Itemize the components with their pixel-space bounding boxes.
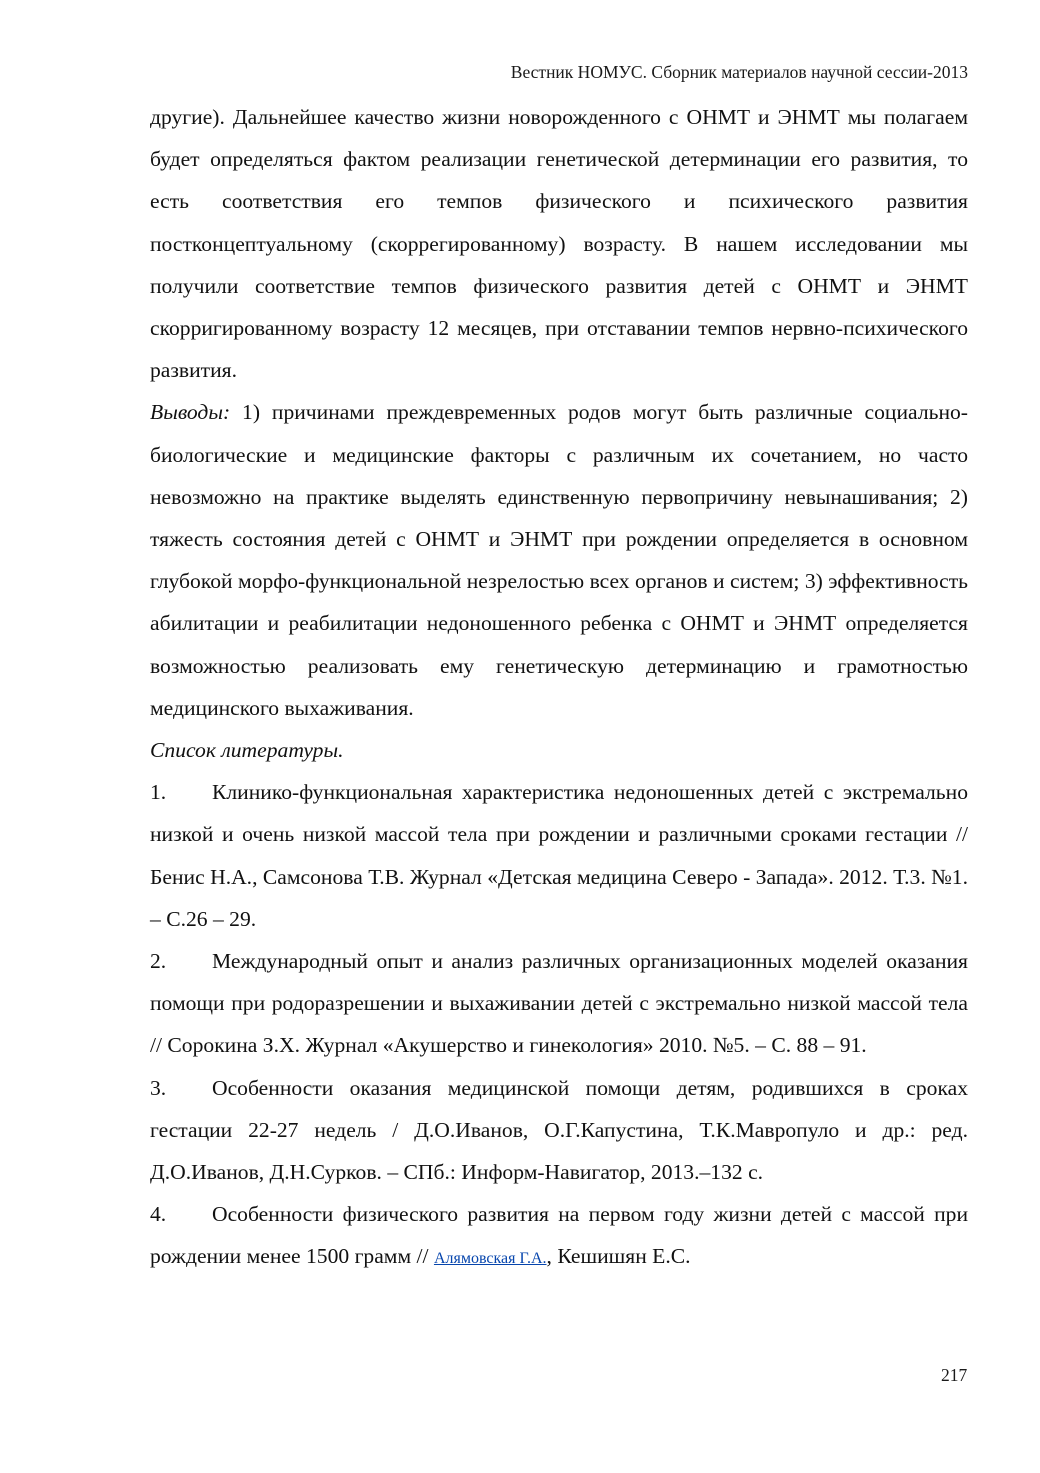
reference-item — [150, 771, 968, 940]
page-number: 217 — [941, 1365, 968, 1385]
author-link[interactable]: Алямовская Г.А. — [433, 1250, 547, 1268]
reference-number: 2. — [150, 949, 167, 974]
reference-number: 1. — [150, 780, 167, 805]
reference-text: Особенности оказания медицинской помощи детям, родившихся в сроках гестации 22-27 недель / Д.О.Иванов, О.Г.Капустина, Т.К.Мавропуло и др.: ред. Д.О.Иванов, Д.Н.Сурков. – СПб.: Информ-Навигатор, 2013.–132 с. — [150, 1075, 968, 1185]
reference-number: 3. — [150, 1075, 167, 1100]
conclusions-text: 1) причинами преждевременных родов могут быть различные социально-биологические и медицинские факторы с различным их сочетанием, но часто невозможно на практике выделять единственную первопричину невынашивания; 2) тяжесть состояния детей с ОНМТ и ЭНМТ при рождении определяется в основном глубокой морфо-функциональной незрелостью всех органов и систем; 3) эффективность абилитации и реабилитации недоношенного ребенка с ОНМТ и ЭНМТ определяется возможностью реализовать ему генетическую детерминацию и грамотностью медицинского выхаживания. — [150, 400, 968, 720]
article-body — [150, 96, 968, 1281]
reference-text: Особенности физического развития на первом году жизни детей с массой при рождении менее 1500 грамм // — [150, 1202, 968, 1269]
running-header: Вестник НОМУС. Сборник материалов научной сессии-2013 — [510, 62, 968, 82]
reference-text: Международный опыт и анализ различных организационных моделей оказания помощи при родоразрешении и выхаживании детей с экстремально низкой массой тела // Сорокина З.Х. Журнал «Акушерство и гинекология» 2010. №5. – С. 88 – 91. — [150, 949, 968, 1058]
reference-item — [150, 1193, 968, 1280]
conclusions-label: Выводы: — [150, 400, 231, 425]
reference-text-tail: , Кешишян Е.С. — [546, 1244, 691, 1269]
references-heading: Список литературы. — [150, 738, 344, 763]
conclusions-paragraph — [150, 391, 968, 729]
reference-number: 4. — [150, 1202, 167, 1227]
reference-item — [150, 1067, 968, 1194]
reference-text: Клинико-функциональная характеристика недоношенных детей с экстремально низкой и очень низкой массой тела при рождении и различными сроками гестации // Бенис Н.А., Самсонова Т.В. Журнал «Детская медицина Северо - Запада». 2012. Т.3. №1. – С.26 – 29. — [150, 780, 968, 931]
reference-item — [150, 940, 968, 1067]
intro-paragraph: другие). Дальнейшее качество жизни новорожденного с ОНМТ и ЭНМТ мы полагаем будет определяться фактом реализации генетической детерминации его развития, то есть соответствия его темпов физического и психического развития постконцептуальному (скоррегированному) возрасту. В нашем исследовании мы получили соответствие темпов физического развития детей с ОНМТ и ЭНМТ скорригированному возрасту 12 месяцев, при отставании темпов нервно-психического развития. — [150, 105, 968, 383]
